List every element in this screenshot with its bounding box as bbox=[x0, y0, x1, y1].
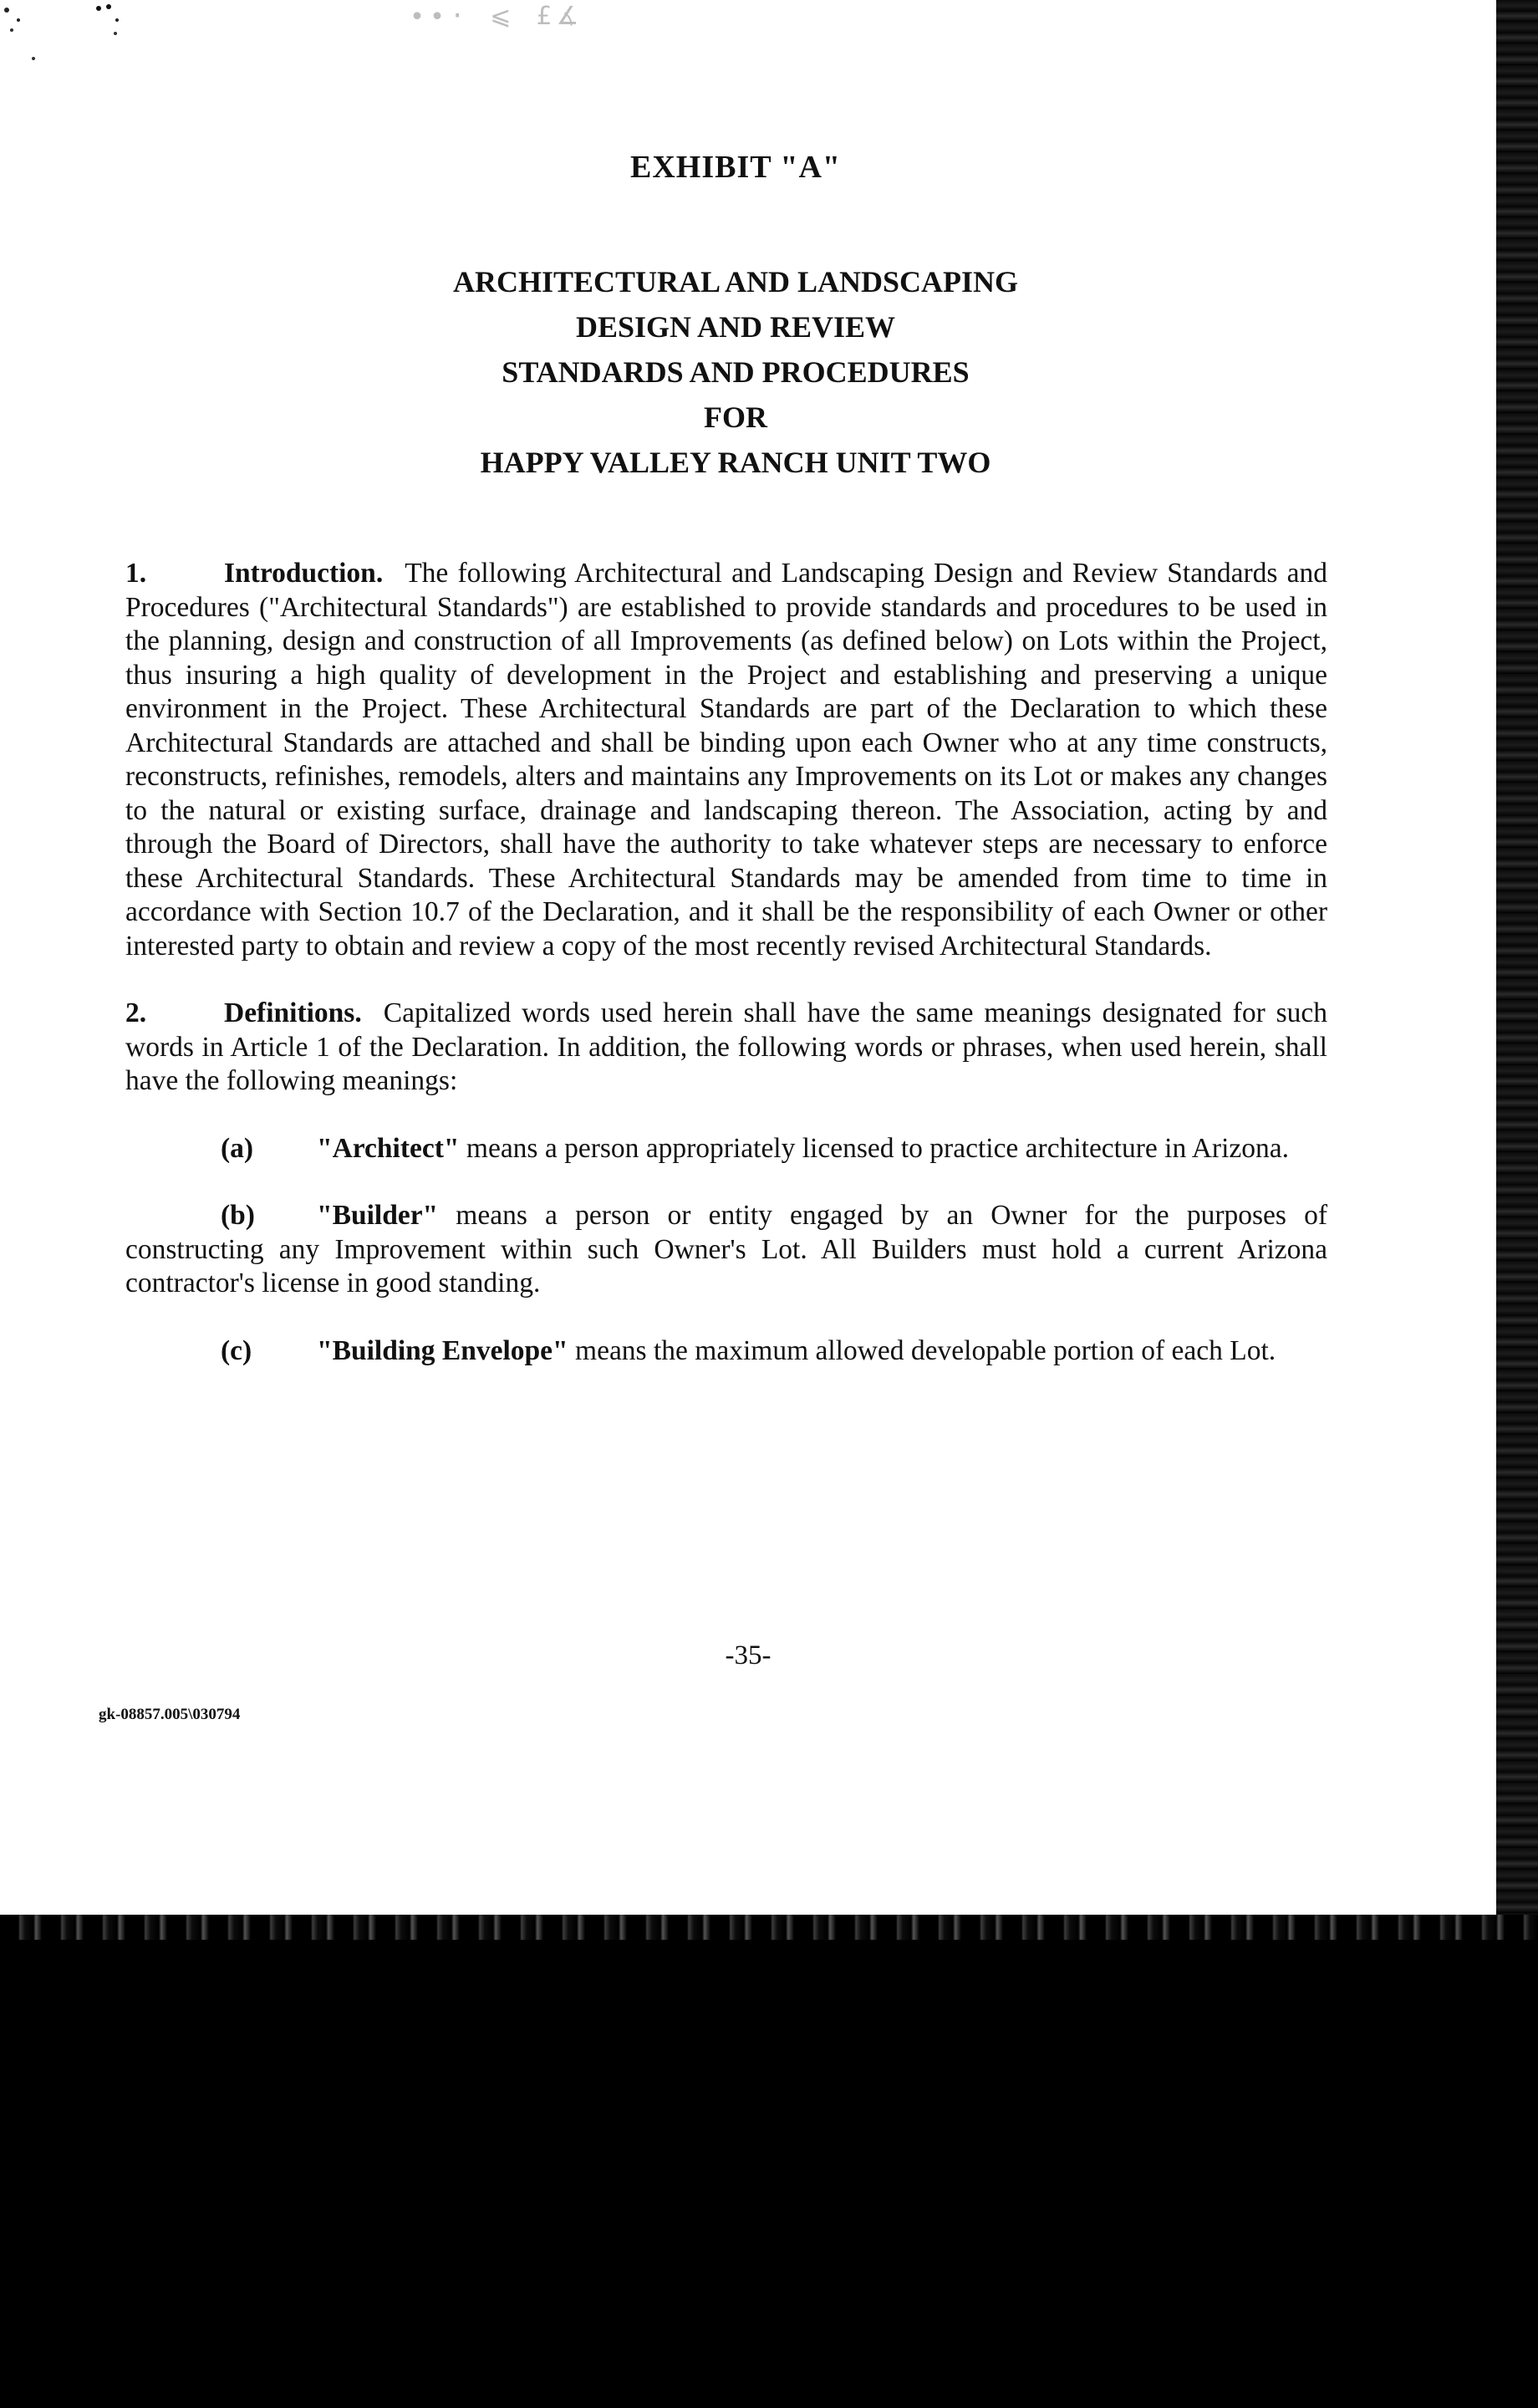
definition-term: "Building Envelope" bbox=[317, 1334, 568, 1366]
section-title: Definitions. bbox=[224, 997, 362, 1028]
definition-architect bbox=[125, 1132, 1327, 1166]
document-heading-line-3: STANDARDS AND PROCEDURES bbox=[502, 355, 970, 389]
document-heading-line-4: FOR bbox=[704, 400, 767, 434]
section-title: Introduction. bbox=[224, 558, 384, 589]
document-body bbox=[125, 557, 1327, 1401]
definition-text: means a person or entity engaged by an Owner for the purposes of constructing any Improvement within such Owner's Lot. All Builders must hold a current Arizona contractor's license in good standing. bbox=[125, 1200, 1327, 1298]
document-heading-line-5: HAPPY VALLEY RANCH UNIT TWO bbox=[480, 446, 991, 479]
definition-text: means a person appropriately licensed to practice architecture in Arizona. bbox=[459, 1132, 1289, 1164]
definition-letter: (a) bbox=[221, 1132, 254, 1164]
document-heading-line-2: DESIGN AND REVIEW bbox=[575, 310, 896, 344]
section-number: 2. bbox=[125, 997, 147, 1028]
title-block bbox=[0, 149, 1471, 485]
definition-text: means the maximum allowed developable portion of each Lot. bbox=[568, 1334, 1276, 1366]
section-number: 1. bbox=[125, 558, 147, 589]
definition-building-envelope bbox=[125, 1334, 1327, 1369]
scan-header-stamp: ∙∙· ⩽ £∡ bbox=[410, 2, 584, 31]
definition-term: "Architect" bbox=[317, 1132, 460, 1164]
definition-letter: (b) bbox=[221, 1200, 255, 1231]
definition-builder bbox=[125, 1199, 1327, 1301]
document-id: gk-08857.005\030794 bbox=[99, 1706, 241, 1723]
scan-edge-bottom bbox=[0, 1915, 1538, 1940]
section-text: Capitalized words used herein shall have the same meanings designated for such words in Article 1 of the Declaration. In addition, the following words or phrases, when used herein, shall have the following meanings: bbox=[125, 997, 1327, 1096]
section-introduction bbox=[125, 557, 1327, 963]
section-definitions bbox=[125, 997, 1327, 1099]
definition-term: "Builder" bbox=[317, 1200, 439, 1231]
section-text: The following Architectural and Landscaping Design and Review Standards and Procedures ("Architectural Standards") are established to provide standards and procedures to be used in the planning, design and construction of all Improvements (as defined below) on Lots within the Project, thus insuring a high quality of development in the Project and establishing and preserving a unique environment in the Project. These Architectural Standards are part of the Declaration to which these Architectural Standards are attached and shall be binding upon each Owner who at any time constructs, reconstructs, refinishes, remodels, alters and maintains any Improvements on its Lot or makes any changes to the natural or existing surface, drainage and landscaping thereon. The Association, acting by and through the Board of Directors, shall have the authority to take whatever steps are necessary to enforce these Architectural Standards. These Architectural Standards may be amended from time to time in accordance with Section 10.7 of the Declaration, and it shall be the responsibility of each Owner or other interested party to obtain and review a copy of the most recently revised Architectural Standards. bbox=[125, 558, 1327, 962]
page-number: -35- bbox=[725, 1640, 772, 1671]
document-heading-line-1: ARCHITECTURAL AND LANDSCAPING bbox=[452, 265, 1019, 298]
definition-letter: (c) bbox=[221, 1334, 252, 1366]
scan-edge-right bbox=[1496, 0, 1538, 1915]
scan-specks bbox=[0, 0, 1496, 100]
exhibit-title: EXHIBIT "A" bbox=[629, 150, 842, 185]
